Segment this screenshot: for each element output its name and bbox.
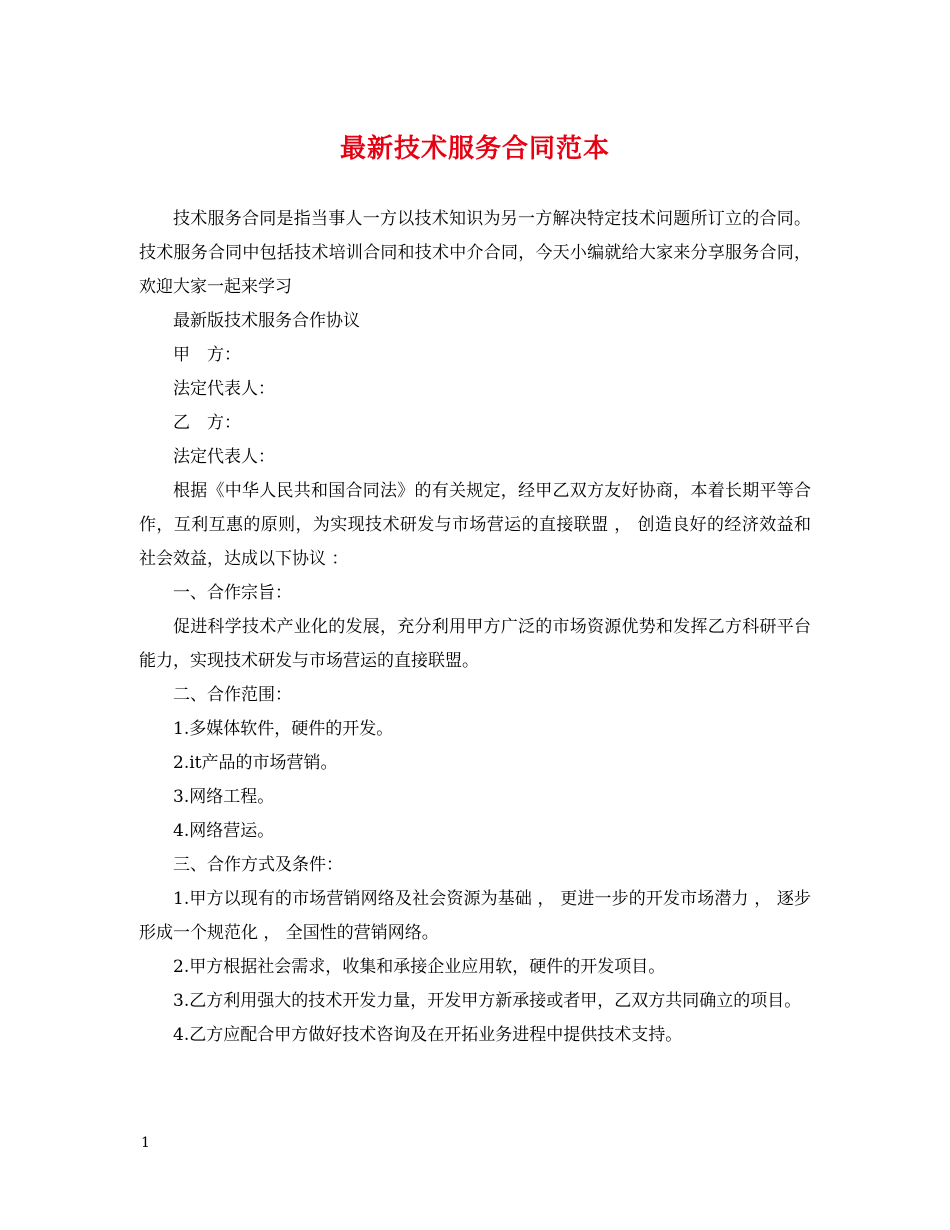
document-body [139, 202, 811, 1052]
section-heading-purpose: 一、合作宗旨： [173, 583, 292, 603]
list-item: 4.网络营运。 [173, 821, 275, 841]
list-item: 4.乙方应配合甲方做好技术咨询及在开拓业务进程中提供技术支持。 [173, 1025, 683, 1045]
section-heading-method: 三、合作方式及条件： [173, 855, 343, 875]
paragraph-intro: 技术服务合同是指当事人一方以技术知识为另一方解决特定技术问题所订立的合同。技术服务合同中包括技术培训合同和技术中介合同，今天小编就给大家来分享服务合同，欢迎大家一起来学习 [139, 209, 811, 297]
document-title: 最新技术服务合同范本 [339, 134, 610, 164]
page-number: 1 [141, 1135, 150, 1151]
paragraph-preamble: 根据《中华人民共和国合同法》的有关规定，经甲乙双方友好协商，本着长期平等合作，互利互惠的原则，为实现技术研发与市场营运的直接联盟 ， 创造良好的经济效益和社会效益，达成以下协议 ： [139, 481, 811, 569]
list-item: 1.多媒体软件，硬件的开发。 [173, 719, 394, 739]
section-heading-scope: 二、合作范围： [173, 685, 292, 705]
paragraph-party-b-rep: 法定代表人： [173, 447, 275, 467]
paragraph-agreement-title: 最新版技术服务合作协议 [173, 311, 360, 331]
paragraph-party-a-rep: 法定代表人： [173, 379, 275, 399]
list-item: 3.乙方利用强大的技术开发力量，开发甲方新承接或者甲，乙双方共同确立的项目。 [173, 991, 802, 1011]
paragraph-purpose: 促进科学技术产业化的发展，充分利用甲方广泛的市场资源优势和发挥乙方科研平台能力，实现技术研发与市场营运的直接联盟。 [139, 617, 811, 671]
paragraph-party-a: 甲 方： [173, 345, 241, 365]
list-item: 2.甲方根据社会需求，收集和承接企业应用软，硬件的开发项目。 [173, 957, 666, 977]
list-item: 3.网络工程。 [173, 787, 275, 807]
list-item: 2.it产品的市场营销。 [173, 753, 338, 773]
list-item: 1.甲方以现有的市场营销网络及社会资源为基础 ， 更进一步的开发市场潜力 ， 逐步形成一个规范化 ， 全国性的营销网络。 [139, 889, 811, 943]
paragraph-party-b: 乙 方： [173, 413, 241, 433]
